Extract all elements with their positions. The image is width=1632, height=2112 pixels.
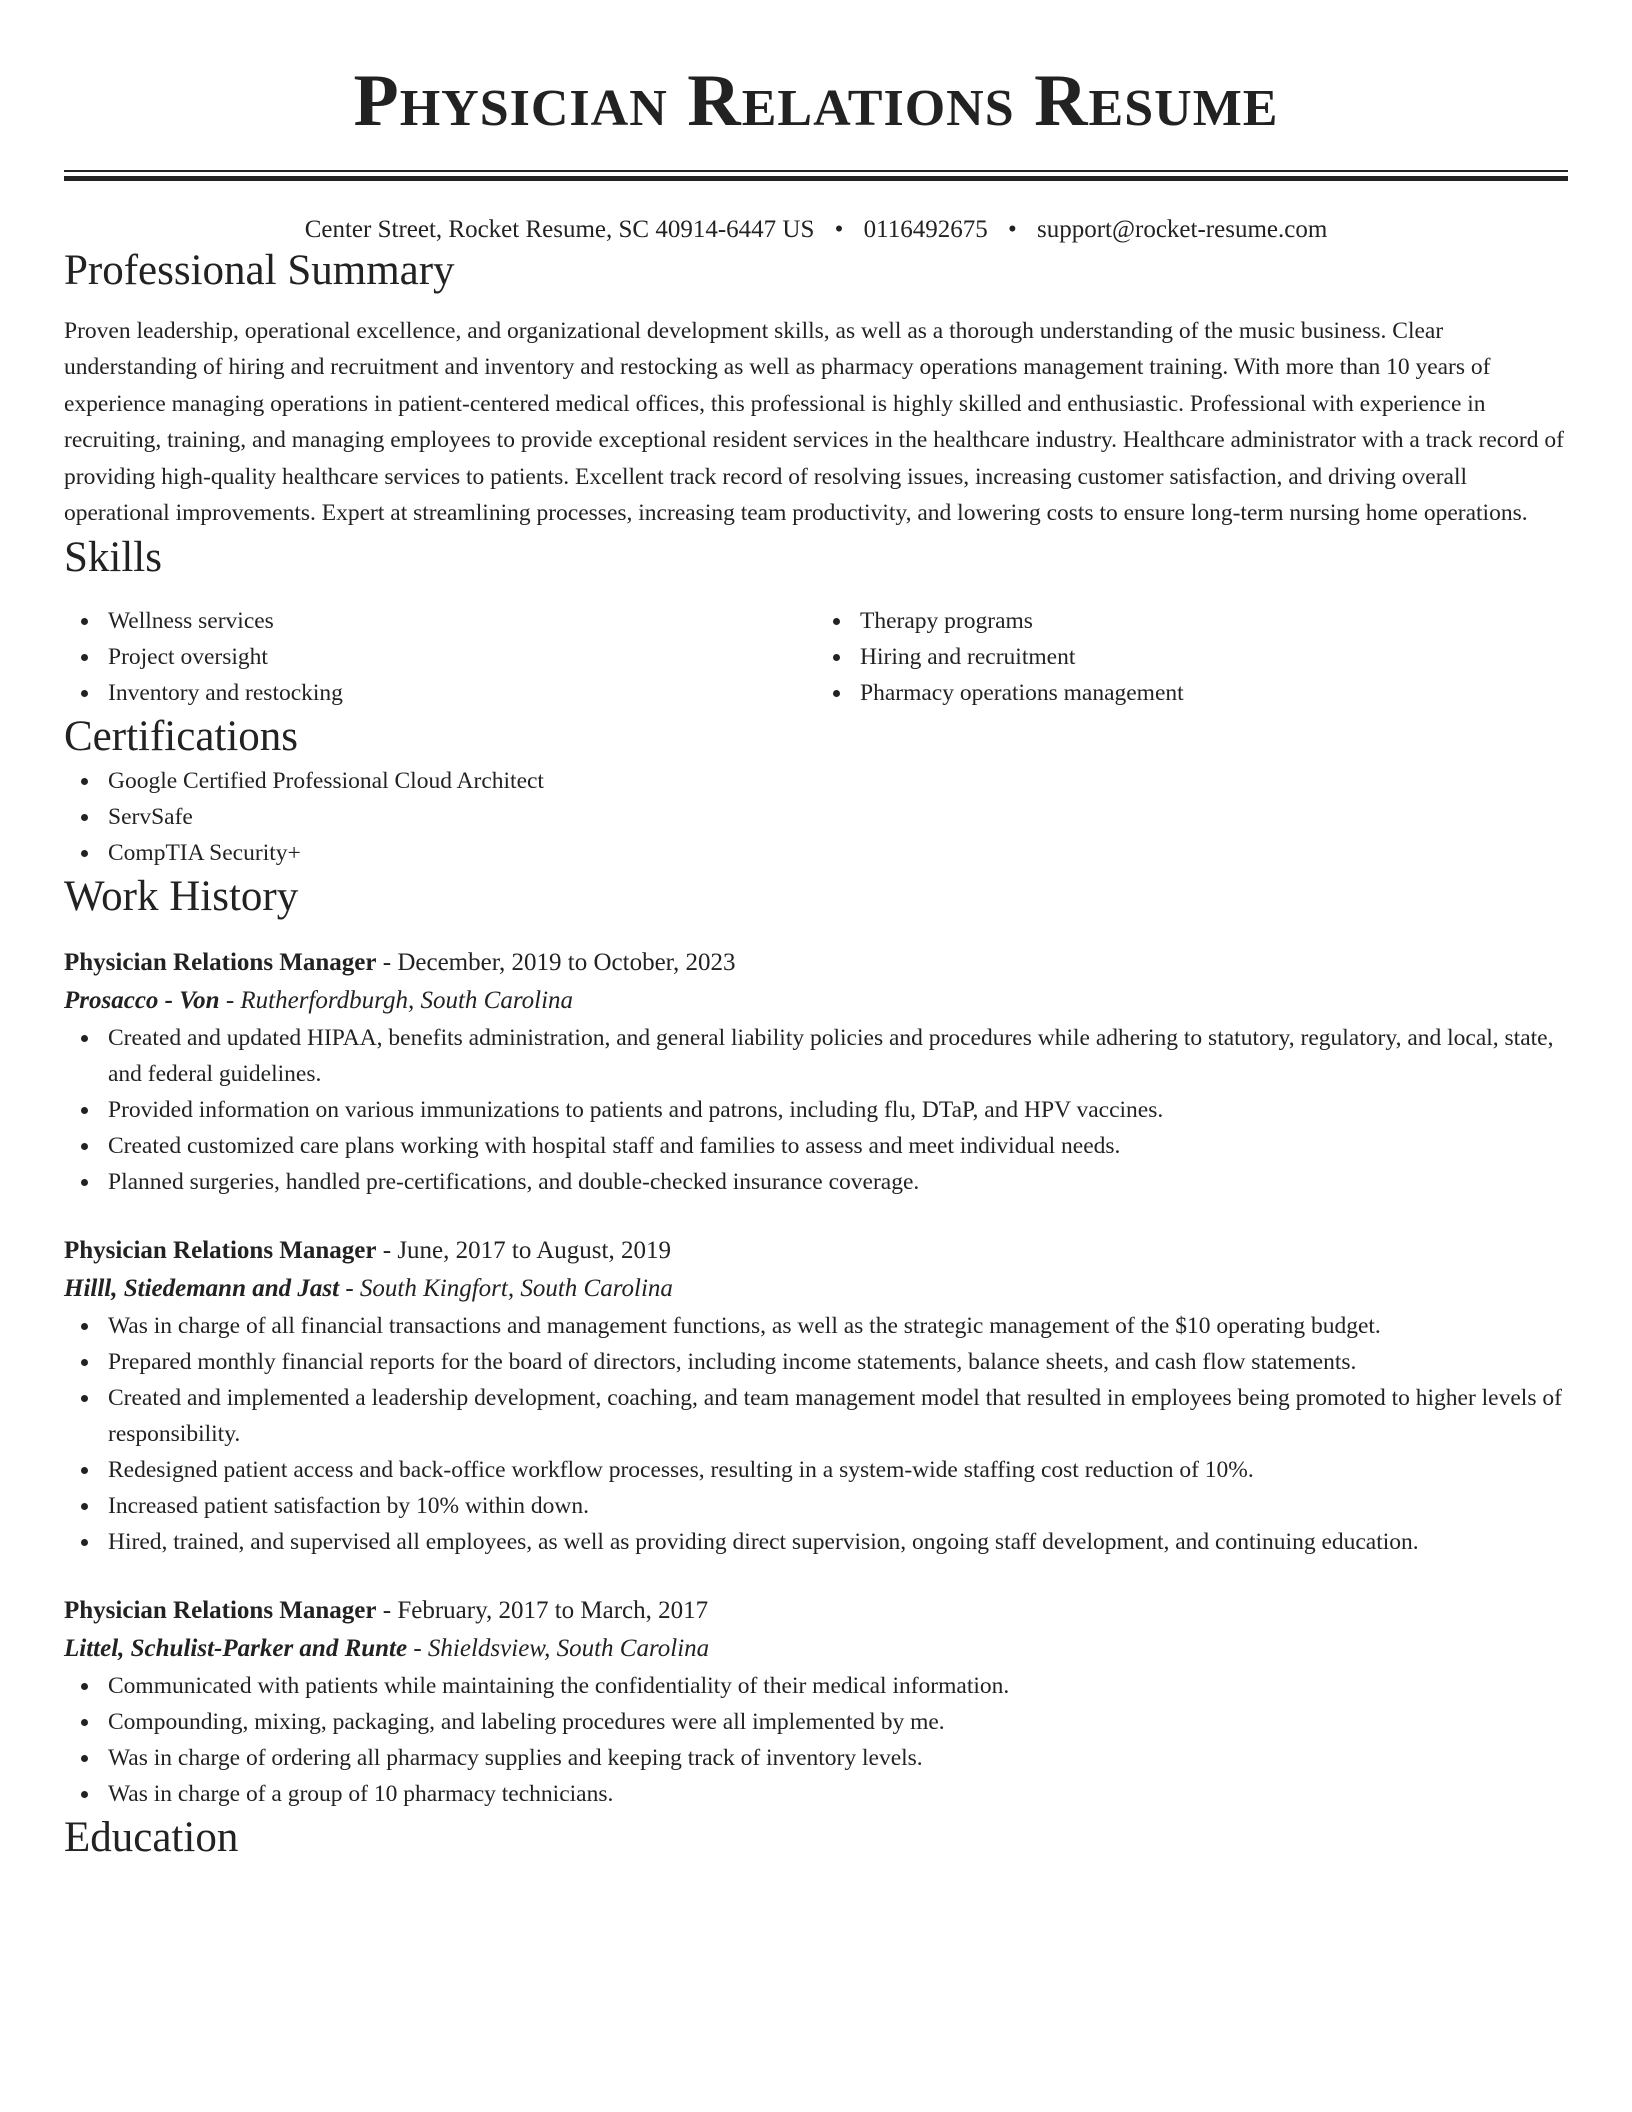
job-bullets <box>64 1020 1568 1200</box>
job-bullet: Planned surgeries, handled pre-certifications, and double-checked insurance coverage. <box>64 1164 1568 1200</box>
contact-email[interactable]: support@rocket-resume.com <box>1036 216 1328 243</box>
job-company-line <box>64 1630 1568 1668</box>
summary-text: Proven leadership, operational excellence, and organizational development skills, as well as a thorough understanding of the music business. Clear understanding of hiring and recruitment and inventory and restocking as well as pharmacy operations management training. With more than 10 years of experience managing operations in patient-centered medical offices, this professional is highly skilled and enthusiastic. Professional with experience in recruiting, training, and managing employees to provide exceptional resident services in the healthcare industry. Healthcare administrator with a track record of providing high-quality healthcare services to patients. Excellent track record of resolving issues, increasing customer satisfaction, and driving overall operational improvements. Expert at streamlining processes, increasing team productivity, and lowering costs to ensure long-term nursing home operations. <box>64 317 1564 527</box>
skill-item: Therapy programs <box>816 603 1568 639</box>
certification-item: ServSafe <box>64 799 1568 835</box>
contact-separator: • <box>1007 216 1017 243</box>
job-location: - Shieldsview, South Carolina <box>407 1635 710 1663</box>
title-divider <box>64 170 1568 181</box>
job-bullet: Communicated with patients while maintaining the confidentiality of their medical information. <box>64 1668 1568 1704</box>
skill-item: Inventory and restocking <box>64 675 816 711</box>
skills-columns <box>64 603 1568 711</box>
job-bullet: Provided information on various immunizations to patients and patrons, including flu, DTaP, and HPV vaccines. <box>64 1092 1568 1128</box>
job-role: Physician Relations Manager <box>64 949 377 977</box>
contact-phone: 0116492675 <box>863 216 988 243</box>
job-role: Physician Relations Manager <box>64 1237 377 1265</box>
job-entry <box>64 944 1568 1200</box>
job-company: Prosacco - Von <box>64 987 220 1015</box>
job-bullets <box>64 1668 1568 1812</box>
job-bullet: Prepared monthly financial reports for the board of directors, including income statements, balance sheets, and cash flow statements. <box>64 1344 1568 1380</box>
skills-list-right <box>816 603 1568 711</box>
resume-title: Physician Relations Resume <box>353 60 1279 142</box>
job-bullet: Created and implemented a leadership development, coaching, and team management model that resulted in employees being promoted to higher levels of responsibility. <box>64 1380 1568 1452</box>
job-dates: - December, 2019 to October, 2023 <box>376 949 736 977</box>
job-bullet: Created and updated HIPAA, benefits administration, and general liability policies and procedures while adhering to statutory, regulatory, and local, state, and federal guidelines. <box>64 1020 1568 1092</box>
job-company-line <box>64 982 1568 1020</box>
section-heading-summary: Professional Summary <box>64 247 455 294</box>
job-bullet: Created customized care plans working with hospital staff and families to assess and meet individual needs. <box>64 1128 1568 1164</box>
section-heading-certifications: Certifications <box>64 713 299 761</box>
section-heading-skills: Skills <box>64 533 162 581</box>
job-entry <box>64 1592 1568 1812</box>
job-title-line <box>64 1592 1568 1630</box>
job-company-line <box>64 1270 1568 1308</box>
job-title-line <box>64 1232 1568 1270</box>
job-entry <box>64 1232 1568 1560</box>
job-dates: - February, 2017 to March, 2017 <box>376 1597 709 1625</box>
job-bullet: Increased patient satisfaction by 10% within down. <box>64 1488 1568 1524</box>
job-bullets <box>64 1308 1568 1560</box>
job-title-line <box>64 944 1568 982</box>
skill-item: Wellness services <box>64 603 816 639</box>
job-dates: - June, 2017 to August, 2019 <box>376 1237 671 1265</box>
skill-item: Pharmacy operations management <box>816 675 1568 711</box>
skill-item: Hiring and recruitment <box>816 639 1568 675</box>
contact-address: Center Street, Rocket Resume, SC 40914-6447 US <box>304 216 815 243</box>
certification-item: Google Certified Professional Cloud Architect <box>64 763 1568 799</box>
section-heading-work-history: Work History <box>64 872 299 920</box>
job-company: Hilll, Stiedemann and Jast <box>64 1275 340 1303</box>
job-location: - Rutherfordburgh, South Carolina <box>219 987 574 1015</box>
contact-separator: • <box>834 216 844 243</box>
section-heading-education: Education <box>64 1814 239 1862</box>
job-bullet: Was in charge of all financial transactions and management functions, as well as the strategic management of the $10 operating budget. <box>64 1308 1568 1344</box>
job-role: Physician Relations Manager <box>64 1597 377 1625</box>
job-bullet: Hired, trained, and supervised all employees, as well as providing direct supervision, ongoing staff development, and continuing education. <box>64 1524 1568 1560</box>
job-bullet: Was in charge of a group of 10 pharmacy technicians. <box>64 1776 1568 1812</box>
job-company: Littel, Schulist-Parker and Runte <box>64 1635 408 1663</box>
job-location: - South Kingfort, South Carolina <box>339 1275 673 1303</box>
certification-item: CompTIA Security+ <box>64 835 1568 871</box>
skill-item: Project oversight <box>64 639 816 675</box>
job-bullet: Redesigned patient access and back-office workflow processes, resulting in a system-wide staffing cost reduction of 10%. <box>64 1452 1568 1488</box>
contact-line <box>64 215 1568 245</box>
certifications-list <box>64 763 1568 871</box>
job-bullet: Compounding, mixing, packaging, and labeling procedures were all implemented by me. <box>64 1704 1568 1740</box>
skills-list-left <box>64 603 816 711</box>
job-bullet: Was in charge of ordering all pharmacy supplies and keeping track of inventory levels. <box>64 1740 1568 1776</box>
